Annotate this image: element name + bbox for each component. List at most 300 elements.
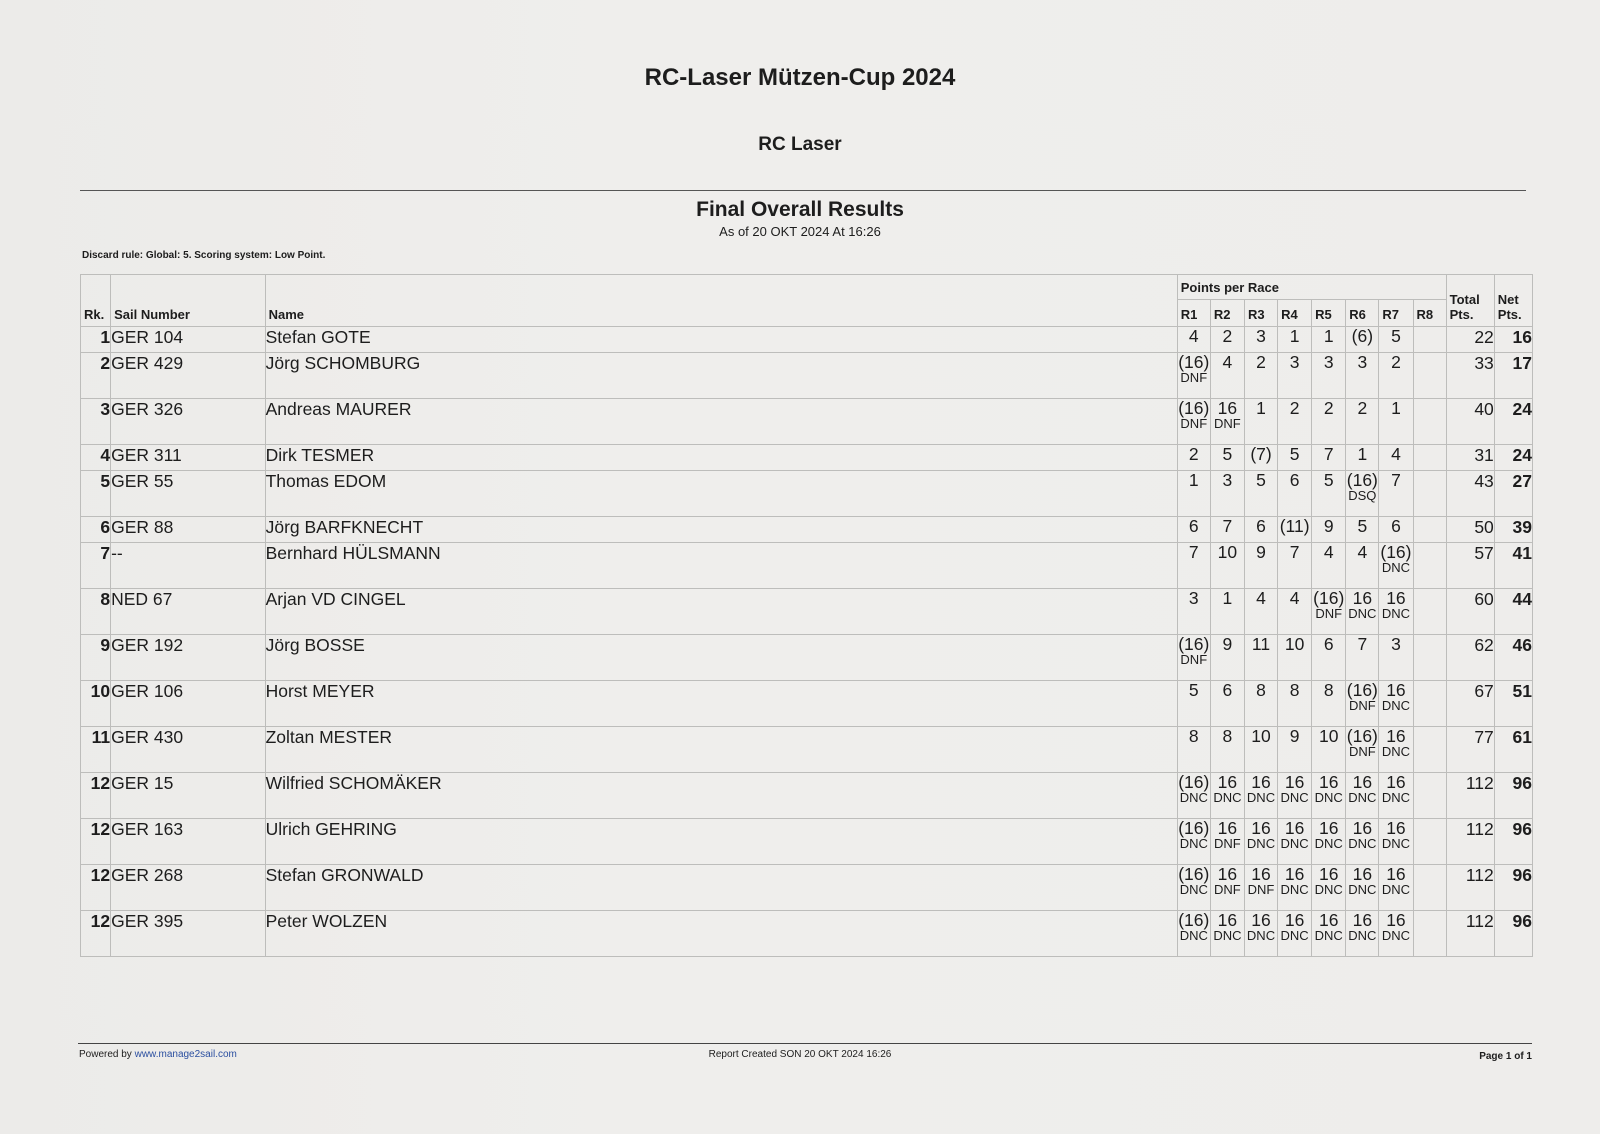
footer-divider [78, 1043, 1532, 1044]
race-r3-cell [1244, 773, 1277, 819]
race-r7-cell [1379, 911, 1413, 957]
sail-number-cell: GER 311 [111, 445, 266, 471]
race-points: 9 [1323, 516, 1334, 536]
race-r6-cell [1346, 517, 1379, 543]
race-points: 16 [1217, 864, 1238, 884]
race-r3-cell [1244, 819, 1277, 865]
total-points-cell: 112 [1446, 865, 1494, 911]
race-penalty-code: DNC [1348, 790, 1377, 805]
rank-cell: 12 [81, 773, 111, 819]
race-points: 16 [1284, 772, 1305, 792]
race-r8-cell [1413, 471, 1446, 517]
race-penalty-code: DNC [1179, 928, 1208, 943]
race-penalty-code: DNC [1179, 790, 1208, 805]
table-row [81, 865, 1533, 911]
sailor-name-cell: Bernhard HÜLSMANN [265, 543, 1177, 589]
race-r4-cell [1278, 353, 1312, 399]
race-r8-cell [1413, 819, 1446, 865]
race-penalty-code: DNC [1381, 882, 1411, 897]
total-points-cell: 112 [1446, 773, 1494, 819]
race-r3-cell [1244, 865, 1277, 911]
race-penalty-code: DNC [1348, 836, 1377, 851]
race-points: 16 [1386, 772, 1406, 792]
rank-cell: 10 [81, 681, 111, 727]
race-r4-cell [1278, 865, 1312, 911]
race-points: 3 [1222, 470, 1233, 490]
race-r5-cell [1312, 865, 1346, 911]
manage2sail-link[interactable]: www.manage2sail.com [134, 1049, 237, 1060]
race-r8-cell [1413, 911, 1446, 957]
race-points: 16 [1284, 910, 1305, 930]
race-points: (16) [1313, 588, 1345, 608]
race-r3-cell [1244, 327, 1277, 353]
race-points: 4 [1256, 588, 1266, 608]
race-r7-cell [1379, 681, 1413, 727]
race-points: 10 [1318, 726, 1339, 746]
race-r1-cell [1177, 727, 1210, 773]
race-points: (16) [1178, 910, 1210, 930]
race-r1-cell [1177, 517, 1210, 543]
rank-cell: 11 [81, 727, 111, 773]
sailor-name-cell: Andreas MAURER [265, 399, 1177, 445]
total-points-cell: 67 [1446, 681, 1494, 727]
race-points: 16 [1217, 398, 1238, 418]
sail-number-cell: GER 104 [111, 327, 266, 353]
report-date: As of 20 OKT 2024 At 16:26 [719, 224, 881, 239]
race-penalty-code: DNC [1213, 928, 1242, 943]
net-points-cell: 96 [1494, 773, 1532, 819]
race-r5-cell [1312, 727, 1346, 773]
race-r1-cell [1177, 445, 1210, 471]
race-points: 1 [1357, 444, 1368, 464]
results-table [80, 274, 1533, 957]
race-penalty-code: DNC [1381, 560, 1411, 575]
race-points: 16 [1251, 910, 1271, 930]
race-r3-cell [1244, 635, 1277, 681]
race-r6-cell [1346, 399, 1379, 445]
race-r5-cell [1312, 445, 1346, 471]
race-r2-cell [1210, 589, 1244, 635]
race-points: 16 [1352, 864, 1373, 884]
race-r1-cell [1177, 681, 1210, 727]
race-r6-cell [1346, 911, 1379, 957]
net-points-header: Net Pts. [1494, 275, 1532, 327]
header-divider [80, 190, 1526, 191]
race-points: 4 [1357, 542, 1368, 562]
race-r2-cell [1210, 865, 1244, 911]
race-r8-cell [1413, 327, 1446, 353]
rank-cell: 2 [81, 353, 111, 399]
event-title: RC-Laser Mützen-Cup 2024 [644, 64, 956, 91]
race-penalty-code: DNC [1314, 928, 1343, 943]
race-r2-cell [1210, 471, 1244, 517]
race-r7-cell [1379, 773, 1413, 819]
sail-number-cell: GER 268 [111, 865, 266, 911]
race-r1-cell [1177, 589, 1210, 635]
race-r2-cell [1210, 445, 1244, 471]
race-points: 2 [1323, 398, 1334, 418]
race-r5-cell [1312, 773, 1346, 819]
race-points: 7 [1188, 542, 1199, 562]
race-r1-cell [1177, 399, 1210, 445]
race-r7-cell [1379, 543, 1413, 589]
race-penalty-code: DSQ [1348, 488, 1377, 503]
race-points: (16) [1178, 818, 1210, 838]
sail-number-cell: NED 67 [111, 589, 266, 635]
race-points: 1 [1391, 398, 1401, 418]
sail-number-header: Sail Number [111, 275, 266, 327]
race-points: 3 [1289, 352, 1300, 372]
rank-cell: 12 [81, 865, 111, 911]
sailor-name-cell: Peter WOLZEN [265, 911, 1177, 957]
race-points: 16 [1386, 588, 1406, 608]
race-penalty-code: DNC [1179, 882, 1208, 897]
net-points-cell: 24 [1494, 399, 1532, 445]
race-points: 16 [1251, 818, 1271, 838]
race-header-r4: R4 [1278, 300, 1312, 327]
race-r2-cell [1210, 681, 1244, 727]
table-header-row [81, 275, 1533, 300]
race-penalty-code: DNC [1280, 790, 1309, 805]
race-penalty-code: DNC [1381, 606, 1411, 621]
rank-cell: 8 [81, 589, 111, 635]
race-points: 4 [1222, 352, 1233, 372]
race-r7-cell [1379, 327, 1413, 353]
race-points: 5 [1188, 680, 1199, 700]
race-r5-cell [1312, 543, 1346, 589]
race-points: 16 [1217, 910, 1238, 930]
race-r6-cell [1346, 635, 1379, 681]
race-penalty-code: DNF [1247, 882, 1275, 897]
race-penalty-code: DNC [1314, 790, 1343, 805]
total-points-cell: 57 [1446, 543, 1494, 589]
race-points: 16 [1217, 818, 1238, 838]
table-row [81, 517, 1533, 543]
sailor-name-cell: Jörg BOSSE [265, 635, 1177, 681]
race-points: (16) [1178, 398, 1210, 418]
race-points: 5 [1391, 326, 1401, 346]
race-penalty-code: DNC [1381, 698, 1411, 713]
rank-cell: 1 [81, 327, 111, 353]
table-row [81, 911, 1533, 957]
race-points: 16 [1386, 680, 1406, 700]
race-penalty-code: DNC [1246, 790, 1276, 805]
race-points: 5 [1289, 444, 1300, 464]
sail-number-cell: GER 15 [111, 773, 266, 819]
race-points: 4 [1391, 444, 1401, 464]
sailor-name-cell: Jörg SCHOMBURG [265, 353, 1177, 399]
powered-by-label: Powered by [79, 1049, 132, 1060]
race-penalty-code: DNC [1314, 882, 1343, 897]
total-points-cell: 31 [1446, 445, 1494, 471]
race-r7-cell [1379, 445, 1413, 471]
race-r1-cell [1177, 819, 1210, 865]
race-points: 16 [1251, 772, 1271, 792]
race-points: 2 [1188, 444, 1199, 464]
race-penalty-code: DNF [1315, 606, 1343, 621]
sail-number-cell: GER 106 [111, 681, 266, 727]
race-header-r8: R8 [1413, 300, 1446, 327]
race-points: 1 [1323, 326, 1334, 346]
table-row [81, 589, 1533, 635]
rank-cell: 9 [81, 635, 111, 681]
table-row [81, 471, 1533, 517]
race-r3-cell [1244, 681, 1277, 727]
race-points: (7) [1250, 444, 1272, 464]
race-r4-cell [1278, 773, 1312, 819]
race-r3-cell [1244, 727, 1277, 773]
sailor-name-cell: Dirk TESMER [265, 445, 1177, 471]
race-r6-cell [1346, 727, 1379, 773]
race-r1-cell [1177, 471, 1210, 517]
table-row [81, 681, 1533, 727]
race-points: 16 [1318, 818, 1339, 838]
net-points-cell: 61 [1494, 727, 1532, 773]
race-r3-cell [1244, 471, 1277, 517]
race-points: 5 [1357, 516, 1368, 536]
sail-number-cell: GER 55 [111, 471, 266, 517]
race-r2-cell [1210, 517, 1244, 543]
race-r2-cell [1210, 635, 1244, 681]
total-points-cell: 112 [1446, 819, 1494, 865]
race-points: 2 [1391, 352, 1401, 372]
race-r4-cell [1278, 819, 1312, 865]
total-points-cell: 112 [1446, 911, 1494, 957]
race-r3-cell [1244, 353, 1277, 399]
race-r4-cell [1278, 399, 1312, 445]
class-subtitle: RC Laser [758, 134, 842, 155]
race-points: 11 [1251, 634, 1271, 654]
race-r4-cell [1278, 327, 1312, 353]
race-points: 8 [1289, 680, 1300, 700]
race-r4-cell [1278, 543, 1312, 589]
race-penalty-code: DNC [1213, 790, 1242, 805]
race-header-r7: R7 [1379, 300, 1413, 327]
net-points-cell: 41 [1494, 543, 1532, 589]
report-created: Report Created SON 20 OKT 2024 16:26 [708, 1049, 892, 1060]
race-points: 1 [1289, 326, 1300, 346]
race-r5-cell [1312, 819, 1346, 865]
race-r8-cell [1413, 445, 1446, 471]
race-r7-cell [1379, 727, 1413, 773]
net-points-cell: 96 [1494, 819, 1532, 865]
race-r8-cell [1413, 399, 1446, 445]
race-header-r1: R1 [1177, 300, 1210, 327]
race-penalty-code: DNC [1348, 882, 1377, 897]
race-points: 7 [1391, 470, 1401, 490]
discard-rule: Discard rule: Global: 5. Scoring system: Low Point. [82, 250, 326, 261]
race-points: (16) [1178, 352, 1210, 372]
race-points: 16 [1352, 818, 1373, 838]
race-r7-cell [1379, 471, 1413, 517]
sail-number-cell: GER 395 [111, 911, 266, 957]
race-r6-cell [1346, 353, 1379, 399]
race-r6-cell [1346, 543, 1379, 589]
race-points: (16) [1346, 680, 1378, 700]
race-points: (16) [1380, 542, 1412, 562]
table-row [81, 819, 1533, 865]
race-header-r3: R3 [1244, 300, 1277, 327]
race-r8-cell [1413, 589, 1446, 635]
race-penalty-code: DNC [1381, 790, 1411, 805]
race-r6-cell [1346, 865, 1379, 911]
race-points: (16) [1346, 726, 1378, 746]
race-penalty-code: DNC [1280, 882, 1309, 897]
race-r1-cell [1177, 911, 1210, 957]
race-points: 6 [1188, 516, 1199, 536]
race-r2-cell [1210, 819, 1244, 865]
race-r3-cell [1244, 445, 1277, 471]
race-r2-cell [1210, 727, 1244, 773]
race-points: 3 [1323, 352, 1334, 372]
total-points-cell: 62 [1446, 635, 1494, 681]
race-points: 10 [1284, 634, 1305, 654]
race-points: (16) [1178, 864, 1210, 884]
race-r1-cell [1177, 773, 1210, 819]
race-points: 16 [1352, 588, 1373, 608]
race-points: 4 [1289, 588, 1300, 608]
race-points: 2 [1222, 326, 1233, 346]
race-r4-cell [1278, 589, 1312, 635]
race-r5-cell [1312, 517, 1346, 543]
race-r3-cell [1244, 517, 1277, 543]
race-points: 16 [1386, 864, 1406, 884]
sail-number-cell: GER 163 [111, 819, 266, 865]
net-points-cell: 96 [1494, 911, 1532, 957]
race-penalty-code: DNC [1179, 836, 1208, 851]
table-row [81, 445, 1533, 471]
total-points-cell: 43 [1446, 471, 1494, 517]
race-penalty-code: DNF [1214, 882, 1241, 897]
sail-number-cell: GER 430 [111, 727, 266, 773]
rank-header: Rk. [81, 275, 111, 327]
race-r6-cell [1346, 773, 1379, 819]
total-points-cell: 33 [1446, 353, 1494, 399]
race-points: 5 [1323, 470, 1334, 490]
rank-cell: 4 [81, 445, 111, 471]
race-penalty-code: DNC [1280, 928, 1309, 943]
race-r2-cell [1210, 773, 1244, 819]
race-penalty-code: DNF [1180, 416, 1208, 431]
race-r4-cell [1278, 681, 1312, 727]
race-points: 16 [1386, 726, 1406, 746]
race-r5-cell [1312, 327, 1346, 353]
race-r8-cell [1413, 517, 1446, 543]
race-r1-cell [1177, 327, 1210, 353]
race-penalty-code: DNC [1280, 836, 1309, 851]
race-r1-cell [1177, 865, 1210, 911]
race-points: 8 [1222, 726, 1233, 746]
race-points: 9 [1289, 726, 1300, 746]
page-number: Page 1 of 1 [1479, 1051, 1532, 1062]
race-r2-cell [1210, 353, 1244, 399]
race-points: 10 [1217, 542, 1238, 562]
race-r6-cell [1346, 681, 1379, 727]
race-r6-cell [1346, 327, 1379, 353]
table-row [81, 773, 1533, 819]
race-r8-cell [1413, 681, 1446, 727]
race-points: 3 [1391, 634, 1401, 654]
race-r3-cell [1244, 589, 1277, 635]
race-r6-cell [1346, 445, 1379, 471]
race-points: 16 [1318, 864, 1339, 884]
race-r5-cell [1312, 635, 1346, 681]
rank-cell: 12 [81, 819, 111, 865]
race-points: 2 [1289, 398, 1300, 418]
table-row [81, 399, 1533, 445]
total-points-cell: 50 [1446, 517, 1494, 543]
net-points-cell: 46 [1494, 635, 1532, 681]
sailor-name-cell: Thomas EDOM [265, 471, 1177, 517]
race-points: (11) [1279, 516, 1310, 536]
total-points-header: Total Pts. [1446, 275, 1494, 327]
race-penalty-code: DNF [1180, 652, 1208, 667]
race-penalty-code: DNC [1246, 836, 1276, 851]
race-points: 16 [1318, 910, 1339, 930]
sail-number-cell: -- [111, 543, 266, 589]
table-row [81, 353, 1533, 399]
race-points: 8 [1256, 680, 1266, 700]
race-r5-cell [1312, 471, 1346, 517]
net-points-cell: 27 [1494, 471, 1532, 517]
race-points: 6 [1323, 634, 1334, 654]
race-r8-cell [1413, 353, 1446, 399]
race-r5-cell [1312, 353, 1346, 399]
race-points: 7 [1323, 444, 1334, 464]
race-points: 3 [1357, 352, 1368, 372]
race-r6-cell [1346, 589, 1379, 635]
race-points: 8 [1188, 726, 1199, 746]
race-r8-cell [1413, 635, 1446, 681]
race-r7-cell [1379, 399, 1413, 445]
race-points: 2 [1357, 398, 1368, 418]
race-r3-cell [1244, 399, 1277, 445]
race-points: 10 [1251, 726, 1271, 746]
race-points: 16 [1251, 864, 1271, 884]
table-row [81, 327, 1533, 353]
race-points: 16 [1386, 818, 1406, 838]
race-r5-cell [1312, 681, 1346, 727]
sailor-name-cell: Horst MEYER [265, 681, 1177, 727]
race-penalty-code: DNC [1381, 836, 1411, 851]
race-points: 16 [1386, 910, 1406, 930]
race-points: 6 [1289, 470, 1300, 490]
race-points: (6) [1351, 326, 1374, 346]
race-points: 7 [1222, 516, 1233, 536]
race-r7-cell [1379, 517, 1413, 543]
net-points-cell: 39 [1494, 517, 1532, 543]
rank-cell: 5 [81, 471, 111, 517]
race-points: 16 [1217, 772, 1238, 792]
total-points-cell: 40 [1446, 399, 1494, 445]
race-r6-cell [1346, 471, 1379, 517]
race-r7-cell [1379, 589, 1413, 635]
net-points-cell: 96 [1494, 865, 1532, 911]
rank-cell: 6 [81, 517, 111, 543]
race-points: 7 [1289, 542, 1300, 562]
race-points: 16 [1352, 910, 1373, 930]
race-r4-cell [1278, 471, 1312, 517]
race-penalty-code: DNF [1214, 416, 1241, 431]
race-points: 6 [1222, 680, 1233, 700]
race-r4-cell [1278, 727, 1312, 773]
sail-number-cell: GER 429 [111, 353, 266, 399]
race-points: 3 [1256, 326, 1266, 346]
race-points: 16 [1352, 772, 1373, 792]
race-r1-cell [1177, 543, 1210, 589]
race-r4-cell [1278, 517, 1312, 543]
race-r2-cell [1210, 543, 1244, 589]
